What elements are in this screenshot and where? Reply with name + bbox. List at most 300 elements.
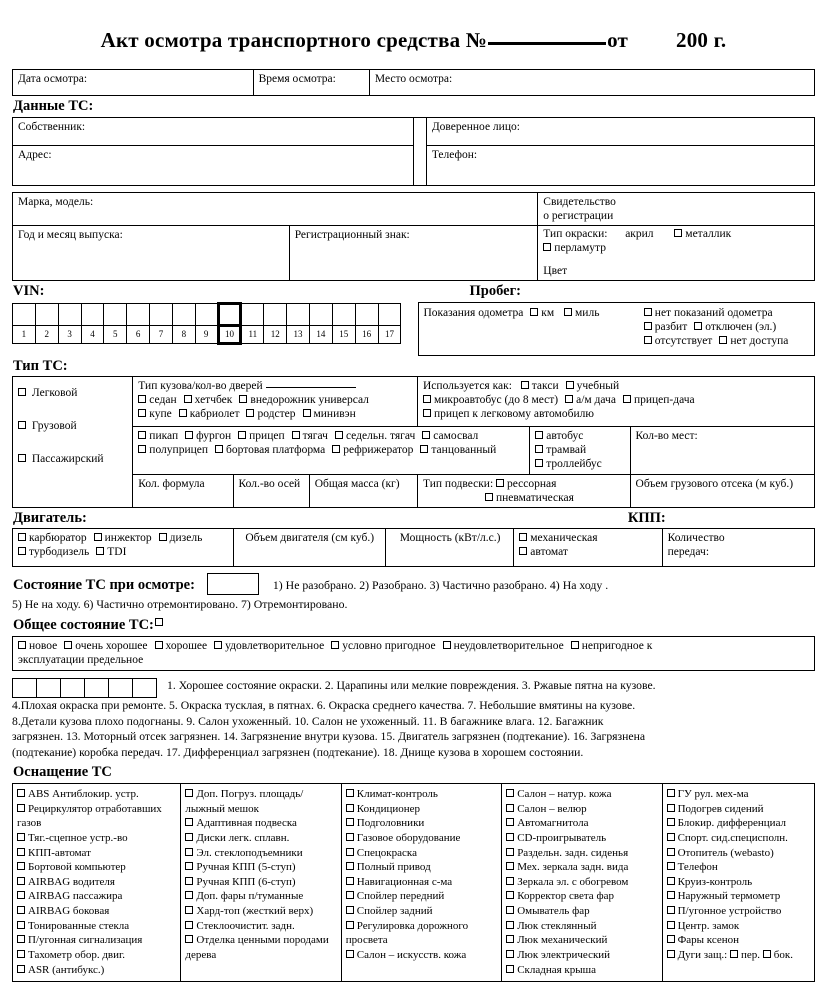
checkbox-icon[interactable] [667,877,675,885]
seats-count-cell[interactable] [630,427,814,474]
checkbox-icon[interactable] [623,395,631,403]
checkbox-icon[interactable] [17,833,25,841]
checkbox-icon[interactable] [17,935,25,943]
checkbox-icon[interactable] [346,921,354,929]
registration-certificate-cell[interactable] [538,192,815,225]
vin-box-4[interactable] [81,303,104,325]
damage-code-box[interactable] [85,679,109,698]
body-suv-universal-option[interactable] [239,393,369,407]
equipment-item-automatic-gearbox[interactable] [17,846,177,861]
vin-box-13[interactable] [287,303,310,325]
checkbox-icon[interactable] [215,445,223,453]
checkbox-icon[interactable] [155,641,163,649]
checkbox-icon[interactable] [521,381,529,389]
equipment-item-anti-theft-alarm[interactable] [17,933,177,948]
registration-sign-cell[interactable] [289,225,538,280]
checkbox-icon[interactable] [17,848,25,856]
body-minivan-option[interactable] [303,407,356,421]
equipment-item-split-rear-seats[interactable] [506,846,658,861]
checkbox-icon[interactable] [535,431,543,439]
equipment-item-fog-lights[interactable] [185,889,337,904]
equipment-item-hard-top[interactable] [185,904,337,919]
checkbox-icon[interactable] [423,395,431,403]
truck-flatbed-option[interactable] [215,443,325,457]
condition-unsatisfactory-option[interactable] [443,640,564,654]
checkbox-icon[interactable] [185,877,193,885]
checkbox-icon[interactable] [346,804,354,812]
axles-count-cell[interactable] [233,474,309,507]
vin-box-6[interactable] [127,303,150,325]
checkbox-icon[interactable] [94,533,102,541]
equipment-item-front-spoiler[interactable] [346,889,498,904]
equipment-item-manual-mirrors[interactable] [506,860,658,875]
equipment-item-airbag-driver[interactable] [17,875,177,890]
condition-unusable-option[interactable] [571,640,653,654]
bus-types-cell[interactable] [530,427,630,474]
category-passenger-car-option[interactable] [18,386,77,400]
equipment-item-tachometer[interactable] [17,948,177,963]
body-sedan-option[interactable] [138,393,176,407]
equipment-item-sport-seats[interactable] [667,831,811,846]
equipment-item-webasto-heater[interactable] [667,846,811,861]
checkbox-icon[interactable] [185,921,193,929]
checkbox-icon[interactable] [506,921,514,929]
equipment-column-2[interactable] [181,784,341,982]
odometer-absent-option[interactable] [644,334,713,348]
checkbox-icon[interactable] [159,533,167,541]
checkbox-icon[interactable] [185,789,193,797]
truck-refrigerator-option[interactable] [332,443,413,457]
checkbox-icon[interactable] [667,906,675,914]
used-as-training-option[interactable] [566,379,620,393]
checkbox-icon[interactable] [543,243,551,251]
suspension-pneumatic-option[interactable] [485,491,574,505]
checkbox-icon[interactable] [246,409,254,417]
equipment-item-power-steering[interactable] [667,787,811,802]
checkbox-icon[interactable] [346,950,354,958]
truck-tractor-option[interactable] [292,429,328,443]
checkbox-icon[interactable] [506,789,514,797]
equipment-item-egr[interactable] [17,802,177,831]
checkbox-icon[interactable] [535,459,543,467]
used-as-car-trailer-option[interactable] [423,407,594,421]
checkbox-icon[interactable] [423,409,431,417]
body-type-blank[interactable] [266,387,356,388]
equipment-item-rear-wiper[interactable] [185,919,337,934]
equipment-item-navigation[interactable] [346,875,498,890]
checkbox-icon[interactable] [506,848,514,856]
vin-box-15[interactable] [332,303,355,325]
checkbox-icon[interactable] [17,877,25,885]
trolleybus-option[interactable] [535,457,602,471]
checkbox-icon[interactable] [422,431,430,439]
equipment-item-headlight-washer[interactable] [506,904,658,919]
equipment-item-label: Спойлер задний [356,905,433,918]
checkbox-icon[interactable] [17,862,25,870]
equipment-item-label: Доп. фары п/туманные [196,890,304,903]
gearbox-type-cell[interactable] [514,529,662,567]
checkbox-icon[interactable] [346,818,354,826]
equipment-item-folding-roof[interactable] [506,963,658,978]
checkbox-icon[interactable] [155,618,163,626]
checkbox-icon[interactable] [667,862,675,870]
equipment-item-electric-windows[interactable] [185,846,337,861]
equipment-item-air-conditioner[interactable] [346,802,498,817]
mileage-cell[interactable] [418,302,815,355]
damage-code-box[interactable] [133,679,157,698]
checkbox-icon[interactable] [763,950,771,958]
checkbox-icon[interactable] [443,641,451,649]
checkbox-icon[interactable] [185,833,193,841]
equipment-item-all-wheel-drive[interactable] [346,860,498,875]
checkbox-icon[interactable] [17,789,25,797]
checkbox-icon[interactable] [17,891,25,899]
checkbox-icon[interactable] [184,395,192,403]
odometer-unit-miles-option[interactable] [564,306,599,320]
checkbox-icon[interactable] [674,229,682,237]
equipment-item-label: Наружный термометр [677,890,781,903]
equipment-column-5[interactable] [662,784,814,982]
checkbox-icon[interactable] [506,906,514,914]
vin-box-7[interactable] [150,303,173,325]
checkbox-icon[interactable] [506,818,514,826]
checkbox-icon[interactable] [530,308,538,316]
equipment-item-locking-differential[interactable] [667,816,811,831]
checkbox-icon[interactable] [667,804,675,812]
gears-count-cell[interactable] [662,529,814,567]
checkbox-icon[interactable] [420,445,428,453]
equipment-item-sub-label: пер. [740,948,761,961]
vin-box-10[interactable] [218,303,241,325]
checkbox-icon[interactable] [18,421,26,429]
general-condition-cell[interactable] [13,637,815,671]
checkbox-icon[interactable] [667,789,675,797]
equipment-item-headrests[interactable] [346,816,498,831]
used-as-minibus-option[interactable] [423,393,558,407]
equipment-column-4[interactable] [502,784,662,982]
vin-box-14[interactable] [309,303,332,325]
checkbox-icon[interactable] [185,906,193,914]
checkbox-icon[interactable] [17,804,25,812]
checkbox-icon[interactable] [346,877,354,885]
vin-box-12[interactable] [264,303,287,325]
body-hatchback-option[interactable] [184,393,233,407]
paint-metallic-option[interactable] [674,228,731,242]
equipment-item-car-radio[interactable] [506,816,658,831]
equipment-item-onboard-computer[interactable] [17,860,177,875]
checkbox-icon[interactable] [667,848,675,856]
paint-type-cell[interactable] [538,225,815,280]
checkbox-icon[interactable] [185,862,193,870]
truck-types-cell[interactable] [133,427,530,474]
damage-code-box[interactable] [13,679,37,698]
used-as-taxi-option[interactable] [521,379,559,393]
checkbox-icon[interactable] [17,906,25,914]
checkbox-icon[interactable] [346,862,354,870]
equipment-item-manual-gearbox-5[interactable] [185,860,337,875]
checkbox-icon[interactable] [214,641,222,649]
checkbox-icon[interactable] [96,547,104,555]
equipment-item-abs[interactable] [17,787,177,802]
damage-code-box[interactable] [109,679,133,698]
checkbox-icon[interactable] [185,818,193,826]
odometer-no-access-option[interactable] [719,334,788,348]
checkbox-icon[interactable] [506,833,514,841]
wheel-formula-cell[interactable] [133,474,233,507]
odometer-disconnected-option[interactable] [694,320,776,334]
checkbox-icon[interactable] [331,641,339,649]
truck-van-option[interactable] [185,429,231,443]
checkbox-icon[interactable] [571,641,579,649]
checkbox-icon[interactable] [519,533,527,541]
body-roadster-option[interactable] [246,407,295,421]
equipment-item-glass-sunroof[interactable] [506,919,658,934]
damage-code-box[interactable] [37,679,61,698]
equipment-item-gas-equipment[interactable] [346,831,498,846]
checkbox-icon[interactable] [138,445,146,453]
equipment-item-label: Кондиционер [356,802,420,815]
condition-very-good-option[interactable] [64,640,147,654]
checkbox-icon[interactable] [17,965,25,973]
equipment-item-climate-control[interactable] [346,787,498,802]
vin-box-3[interactable] [58,303,81,325]
number-blank-line[interactable] [488,42,606,45]
checkbox-icon[interactable] [506,877,514,885]
vin-box-8[interactable] [172,303,195,325]
checkbox-icon[interactable] [566,381,574,389]
checkbox-icon[interactable] [506,950,514,958]
fuel-tdi-option[interactable] [96,545,126,559]
category-passenger-transport-option[interactable] [18,452,104,466]
equipment-item-alloy-wheels[interactable] [185,831,337,846]
used-as-caravan-option[interactable] [623,393,695,407]
vin-grid[interactable] [12,302,401,345]
used-as-cell[interactable] [418,377,815,427]
checkbox-icon[interactable] [644,308,652,316]
damage-list-line-2: 4.Плохая окраска при ремонте. 5. Окраска тусклая, в пятнах. 6. Окраска среднего качества. 7. Небольшие вмятины на кузове. [12,699,636,713]
make-model-cell[interactable] [13,192,538,225]
checkbox-icon[interactable] [667,921,675,929]
equipment-item-manual-sunroof[interactable] [506,933,658,948]
fuel-carburetor-option[interactable] [18,531,87,545]
equipment-item-asr[interactable] [17,963,177,978]
inspection-date-cell[interactable] [13,70,254,96]
checkbox-icon[interactable] [667,833,675,841]
body-option-label: родстер [257,408,296,421]
address-cell[interactable] [13,145,414,185]
suspension-cell[interactable] [418,474,631,507]
paint-pearl-option[interactable] [543,242,606,256]
category-truck-option[interactable] [18,419,77,433]
equipment-item-tinted-glass[interactable] [17,919,177,934]
checkbox-icon[interactable] [506,891,514,899]
vin-box-1[interactable] [13,303,36,325]
checkbox-icon[interactable] [730,950,738,958]
checkbox-icon[interactable] [565,395,573,403]
body-cabriolet-option[interactable] [179,407,240,421]
equipment-item-cruise-control[interactable] [667,875,811,890]
engine-power-cell[interactable] [385,529,513,567]
engine-volume-cell[interactable] [233,529,385,567]
condition-new-option[interactable] [18,640,57,654]
checkbox-icon[interactable] [506,804,514,812]
checkbox-icon[interactable] [667,818,675,826]
equipment-item-airbag-side[interactable] [17,904,177,919]
checkbox-icon[interactable] [564,308,572,316]
checkbox-icon[interactable] [667,891,675,899]
checkbox-icon[interactable] [332,445,340,453]
equipment-item-adaptive-suspension[interactable] [185,816,337,831]
checkbox-icon[interactable] [644,322,652,330]
equipment-column-1[interactable] [13,784,181,982]
damage-code-boxes[interactable] [12,678,157,698]
equipment-item-outside-thermometer[interactable] [667,889,811,904]
checkbox-icon[interactable] [18,641,26,649]
equipment-item-protective-bars[interactable] [667,948,811,963]
equipment-item-airbag-passenger[interactable] [17,889,177,904]
checkbox-icon[interactable] [506,935,514,943]
truck-pickup-option[interactable] [138,429,178,443]
checkbox-icon[interactable] [346,789,354,797]
inspection-time-cell[interactable] [253,70,369,96]
condition-conditionally-usable-option[interactable] [331,640,435,654]
checkbox-icon[interactable] [303,409,311,417]
paint-acryl-option[interactable] [625,228,653,242]
equipment-item-wood-trim[interactable] [185,933,337,962]
fuel-injector-option[interactable] [94,531,152,545]
vin-box-9[interactable] [195,303,218,325]
checkbox-icon[interactable] [185,431,193,439]
phone-cell[interactable] [426,145,814,185]
checkbox-icon[interactable] [506,862,514,870]
truck-dump-option[interactable] [422,429,478,443]
equipment-item-telephone[interactable] [667,860,811,875]
checkbox-icon[interactable] [185,935,193,943]
equipment-item-interior-artificial-leather[interactable] [346,948,498,963]
equipment-item-xenon-headlights[interactable] [667,933,811,948]
vin-heading: VIN: [13,282,45,299]
checkbox-icon[interactable] [292,431,300,439]
equipment-item-interior-velour[interactable] [506,802,658,817]
checkbox-icon[interactable] [496,479,504,487]
equipment-item-cd-player[interactable] [506,831,658,846]
equipment-item-heated-electric-mirrors[interactable] [506,875,658,890]
vin-box-5[interactable] [104,303,127,325]
checkbox-icon[interactable] [667,935,675,943]
checkbox-icon[interactable] [18,533,26,541]
checkbox-icon[interactable] [694,322,702,330]
checkbox-icon[interactable] [719,336,727,344]
odometer-no-readings-option[interactable] [644,306,773,320]
equipment-item-special-paint[interactable] [346,846,498,861]
truck-tented-option[interactable] [420,443,496,457]
checkbox-icon[interactable] [644,336,652,344]
checkbox-icon[interactable] [346,906,354,914]
truck-trailer-option[interactable] [238,429,284,443]
condition-satisfactory-option[interactable] [214,640,324,654]
bus-option[interactable] [535,429,583,443]
year-month-cell[interactable] [13,225,290,280]
body-type-cell[interactable] [133,377,418,427]
fuel-diesel-option[interactable] [159,531,203,545]
checkbox-icon[interactable] [335,431,343,439]
checkbox-icon[interactable] [238,431,246,439]
checkbox-icon[interactable] [519,547,527,555]
fuel-turbodiesel-option[interactable] [18,545,89,559]
equipment-item-central-lock[interactable] [667,919,811,934]
checkbox-icon[interactable] [346,891,354,899]
body-coupe-option[interactable] [138,407,171,421]
equipment-item-electric-sunroof[interactable] [506,948,658,963]
condition-good-option[interactable] [155,640,208,654]
checkbox-icon[interactable] [138,395,146,403]
damage-code-box[interactable] [61,679,85,698]
checkbox-icon[interactable] [346,848,354,856]
total-mass-cell[interactable] [309,474,417,507]
checkbox-icon[interactable] [17,950,25,958]
equipment-item-headlight-corrector[interactable] [506,889,658,904]
truck-saddle-tractor-option[interactable] [335,429,415,443]
equipment-item-manual-gearbox-6[interactable] [185,875,337,890]
inspection-place-cell[interactable] [369,70,814,96]
checkbox-icon[interactable] [535,445,543,453]
cargo-volume-cell[interactable] [630,474,814,507]
gearbox-automatic-option[interactable] [519,545,568,559]
checkbox-icon[interactable] [667,950,675,958]
vin-box-2[interactable] [35,303,58,325]
equipment-item-rear-spoiler[interactable] [346,904,498,919]
checkbox-icon[interactable] [138,431,146,439]
equipment-item-label: Круиз-контроль [677,875,753,888]
checkbox-icon[interactable] [18,547,26,555]
equipment-item-roof-rack[interactable] [185,787,337,816]
equipment-column-3[interactable] [341,784,501,982]
checkbox-icon[interactable] [185,891,193,899]
checkbox-icon[interactable] [485,493,493,501]
owner-cell[interactable] [13,117,414,145]
used-as-camper-option[interactable] [565,393,616,407]
vehicle-category-cell[interactable] [13,377,133,507]
truck-semitrailer-option[interactable] [138,443,208,457]
checkbox-icon[interactable] [18,388,26,396]
checkbox-icon[interactable] [18,454,26,462]
checkbox-icon[interactable] [179,409,187,417]
checkbox-icon[interactable] [506,965,514,973]
odometer-broken-option[interactable] [644,320,687,334]
vin-box-11[interactable] [241,303,264,325]
equipment-item-heated-seats[interactable] [667,802,811,817]
fuel-system-cell[interactable] [13,529,234,567]
checkbox-icon[interactable] [185,848,193,856]
equipment-item-ride-height-adjust[interactable] [346,919,498,948]
vin-box-16[interactable] [355,303,378,325]
checkbox-icon[interactable] [17,921,25,929]
proxy-cell[interactable] [426,117,814,145]
odometer-unit-km-option[interactable] [530,306,554,320]
equipment-item-tow-hitch[interactable] [17,831,177,846]
equipment-item-interior-natural-leather[interactable] [506,787,658,802]
condition-code-input[interactable] [207,573,259,595]
checkbox-icon[interactable] [239,395,247,403]
checkbox-icon[interactable] [138,409,146,417]
tram-option[interactable] [535,443,586,457]
gearbox-manual-option[interactable] [519,531,597,545]
suspension-spring-option[interactable] [496,477,556,491]
checkbox-icon[interactable] [346,833,354,841]
vin-box-17[interactable] [378,303,401,325]
equipment-item-anti-theft-device[interactable] [667,904,811,919]
checkbox-icon[interactable] [64,641,72,649]
